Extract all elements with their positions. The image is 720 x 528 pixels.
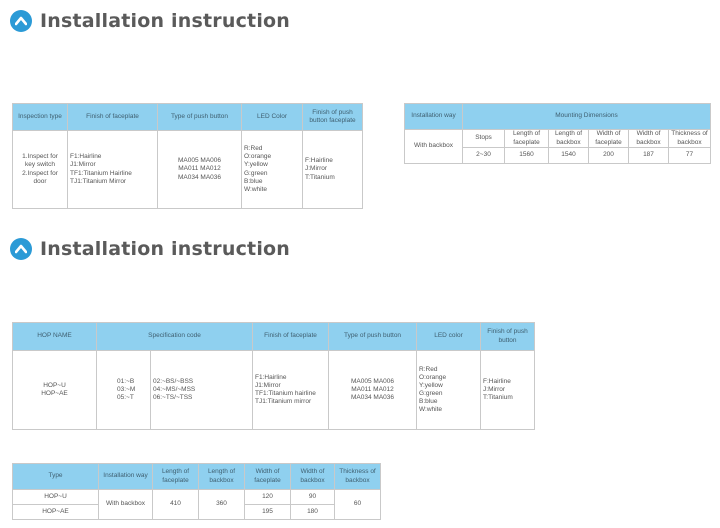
value-width-backbox: 187	[629, 148, 669, 164]
header-installation-way: Installation way	[99, 464, 153, 490]
mounting-dimensions-table	[404, 103, 711, 164]
value-stops: 2~30	[463, 148, 505, 164]
cell-push-button-types: MA005 MA006 MA011 MA012 MA034 MA036	[329, 351, 417, 430]
header-mounting-dimensions: Mounting Dimensions	[463, 104, 711, 130]
cell-installation-way: With backbox	[99, 490, 153, 520]
value-length-faceplate: 1560	[505, 148, 549, 164]
header-thickness-backbox: Thickness of backbox	[335, 464, 381, 490]
subheader-width-backbox: Width of backbox	[629, 130, 669, 148]
header-type: Type	[13, 464, 99, 490]
cell-type-hop-ae: HOP~AE	[13, 505, 99, 520]
cell-faceplate-finish: F1:Hairline J1:Mirror TF1:Titanium Hairline TJ1:Titanium Mirror	[68, 131, 158, 209]
cell-length-faceplate: 410	[153, 490, 199, 520]
header-push-button-type: Type of push button	[158, 104, 242, 131]
header-width-faceplate: Width of faceplate	[245, 464, 291, 490]
header-length-backbox: Length of backbox	[199, 464, 245, 490]
chevron-up-circle-icon	[10, 238, 32, 260]
cell-width-backbox-u: 90	[291, 490, 335, 505]
subheader-stops: Stops	[463, 130, 505, 148]
cell-width-backbox-ae: 180	[291, 505, 335, 520]
cell-hop-names: HOP~U HOP~AE	[13, 351, 97, 430]
cell-button-finish: F:Hairline J:Mirror T:Titanium	[481, 351, 535, 430]
hop-dimensions-table	[12, 463, 381, 520]
section-heading-1	[10, 10, 290, 32]
subheader-length-backbox: Length of backbox	[549, 130, 589, 148]
cell-led-colors: R:Red O:orange Y:yellow G:green B:blue W:white	[242, 131, 303, 209]
cell-button-finish: F:Hairline J:Mirror T:Titanium	[303, 131, 363, 209]
header-finish-faceplate: Finish of faceplate	[68, 104, 158, 131]
cell-type-hop-u: HOP~U	[13, 490, 99, 505]
section-title: Installation instruction	[40, 238, 291, 260]
cell-faceplate-finish: F1:Hairline J1:Mirror TF1:Titanium hairline TJ1:Titanium mirror	[253, 351, 329, 430]
section-heading-2	[10, 238, 290, 260]
header-push-button-type: Type of push button	[329, 323, 417, 351]
cell-push-button-types: MA005 MA006 MA011 MA012 MA034 MA036	[158, 131, 242, 209]
header-push-button-finish: Finish of push button	[481, 323, 535, 351]
header-led-color: LED color	[417, 323, 481, 351]
chevron-up-circle-icon	[10, 10, 32, 32]
value-length-backbox: 1540	[549, 148, 589, 164]
subheader-length-faceplate: Length of faceplate	[505, 130, 549, 148]
header-push-button-finish: Finish of push button faceplate	[303, 104, 363, 131]
cell-spec-codes-b: 02:~BS/~BSS 04:~MS/~MSS 06:~TS/~TSS	[151, 351, 253, 430]
cell-length-backbox: 360	[199, 490, 245, 520]
value-width-faceplate: 200	[589, 148, 629, 164]
cell-width-faceplate-ae: 195	[245, 505, 291, 520]
inspection-table	[12, 103, 363, 209]
subheader-width-faceplate: Width of faceplate	[589, 130, 629, 148]
cell-spec-codes-a: 01:~B 03:~M 05:~T	[97, 351, 151, 430]
header-finish-faceplate: Finish of faceplate	[253, 323, 329, 351]
cell-led-colors: R:Red O:orange Y:yellow G:green B:blue W:white	[417, 351, 481, 430]
cell-inspection: 1.Inspect for key switch 2.Inspect for door	[13, 131, 68, 209]
header-hop-name: HOP NAME	[13, 323, 97, 351]
subheader-thickness-backbox: Thickness of backbox	[669, 130, 711, 148]
header-installation-way: Installation way	[405, 104, 463, 130]
hop-specification-table	[12, 322, 535, 430]
header-specification-code: Specification code	[97, 323, 253, 351]
section-title: Installation instruction	[40, 10, 291, 32]
cell-width-faceplate-u: 120	[245, 490, 291, 505]
header-width-backbox: Width of backbox	[291, 464, 335, 490]
cell-thickness-backbox: 60	[335, 490, 381, 520]
cell-installation-way: With backbox	[405, 130, 463, 164]
header-inspection-type: Inspection type	[13, 104, 68, 131]
header-length-faceplate: Length of faceplate	[153, 464, 199, 490]
header-led-color: LED Color	[242, 104, 303, 131]
value-thickness-backbox: 77	[669, 148, 711, 164]
